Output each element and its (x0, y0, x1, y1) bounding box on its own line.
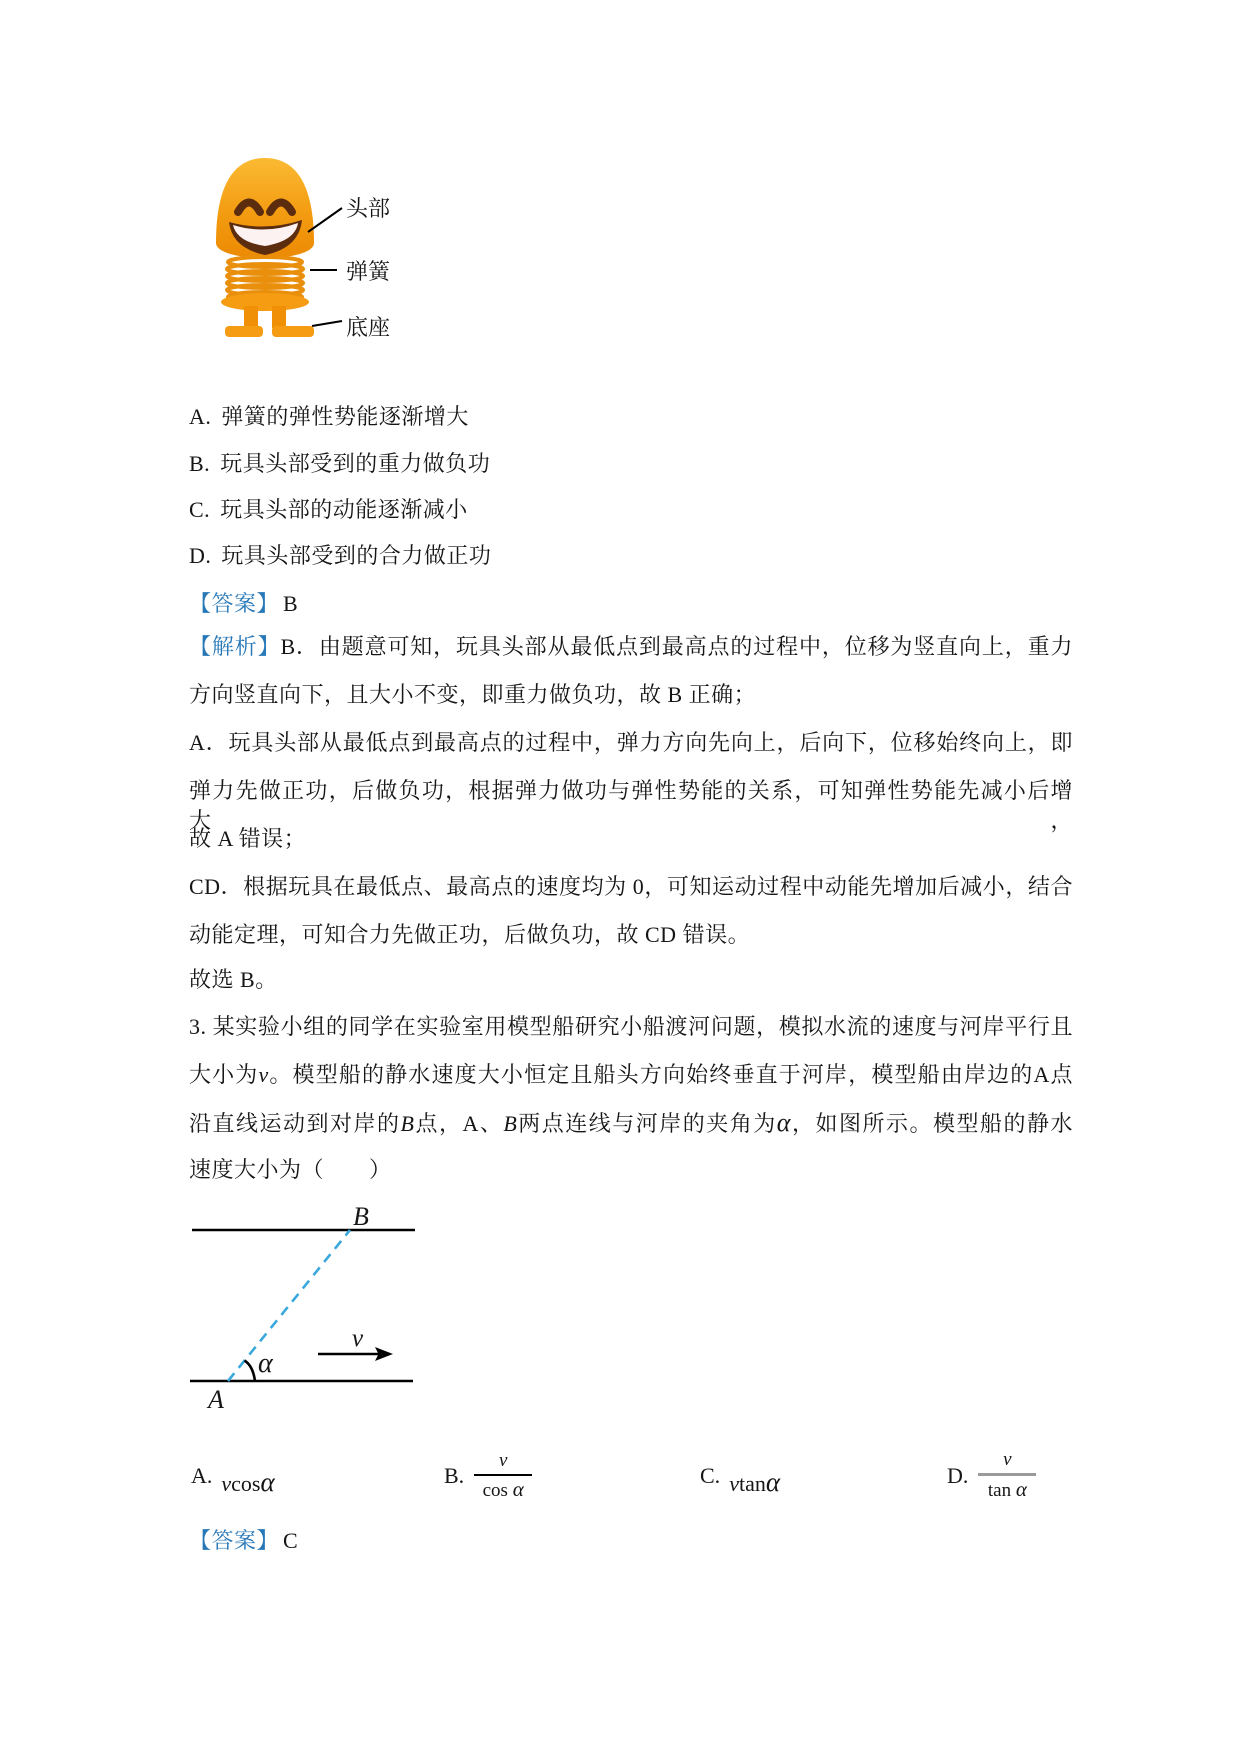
q2-option-a-text: 弹簧的弹性势能逐渐增大 (221, 404, 469, 429)
q3-answer-label: 【答案】 (189, 1528, 280, 1553)
q2-analysis-label: 【解析】 (189, 634, 281, 659)
diagram-label-v: v (352, 1325, 364, 1352)
q3-var-b: B (503, 1111, 518, 1136)
math-alpha: α (260, 1467, 275, 1497)
q2-analysis-line-1 (189, 632, 1073, 662)
math-fn: tan (987, 1480, 1012, 1501)
river-diagram (185, 1195, 505, 1423)
q3-stem-line-2 (189, 1060, 1073, 1090)
q3-option-b (444, 1445, 532, 1507)
q3-option-d-key: D. (947, 1463, 969, 1488)
math-v: v (221, 1471, 232, 1496)
q3-option-a (191, 1445, 275, 1507)
q2-option-d-key: D. (189, 543, 212, 568)
q3-stem-seg: 、 (478, 1111, 504, 1136)
q2-analysis-line-3: A．玩具头部从最低点到最高点的过程中，弹力方向先向上，后向下，位移始终向上，即 (189, 730, 1073, 755)
q3-option-b-key: B. (444, 1463, 465, 1488)
math-alpha: α (765, 1467, 781, 1497)
diagram-label-B: B (353, 1202, 369, 1231)
q3-option-d-fraction (978, 1450, 1036, 1502)
q3-stem-seg: 两点连线与河岸的夹角为 (517, 1111, 777, 1136)
q3-stem-line-4: 速度大小为（ ） (189, 1157, 392, 1182)
math-v: v (498, 1449, 508, 1471)
q3-var-a: A (1033, 1062, 1050, 1087)
boat-path-dashed-line (228, 1230, 350, 1381)
q3-stem-seg: 大小为 (189, 1062, 259, 1087)
q3-answer-line (189, 1526, 1073, 1556)
toy-label-head: 头部 (346, 196, 391, 221)
q3-option-a-key: A. (191, 1463, 213, 1488)
q2-option-d-text: 玩具头部受到的合力做正功 (221, 543, 492, 568)
q3-var-alpha: α (776, 1108, 791, 1137)
q3-var-a: A (462, 1111, 479, 1136)
q3-option-c-formula (729, 1469, 780, 1497)
q2-analysis-text-1: B．由题意可知，玩具头部从最低点到最高点的过程中，位移为竖直向上，重力 (280, 634, 1073, 659)
toy-foot-right (272, 326, 314, 337)
q3-options-row (189, 1445, 1089, 1507)
q3-option-c-key: C. (700, 1463, 721, 1488)
pointer-line-base (312, 321, 342, 326)
q2-option-a-key: A. (189, 404, 212, 429)
q2-option-c-key: C. (189, 497, 211, 522)
toy-leg-right (272, 306, 286, 328)
spring-toy-figure (185, 148, 420, 344)
math-fn: tan (738, 1471, 766, 1496)
q3-stem-seg: 点 (1049, 1062, 1073, 1087)
q2-option-b-text: 玩具头部受到的重力做负功 (220, 451, 491, 476)
toy-label-base: 底座 (346, 315, 391, 340)
q3-var-v: v (258, 1062, 269, 1087)
q2-option-a (189, 402, 1073, 432)
math-alpha: α (512, 1476, 524, 1501)
toy-leg-left (244, 306, 258, 328)
math-fn: cos (231, 1471, 261, 1496)
q3-stem-line-3 (189, 1108, 1073, 1139)
q3-option-b-fraction (474, 1451, 532, 1502)
angle-arc (245, 1361, 256, 1382)
fraction-denominator (988, 1479, 1027, 1502)
q2-option-d (189, 541, 1073, 571)
q3-stem-seg: ，如图所示。模型船的静水 (790, 1111, 1073, 1136)
q2-analysis-line-5: 故 A 错误； (189, 826, 307, 851)
toy-base-disc (221, 293, 309, 311)
q3-stem-seg: 点， (414, 1111, 463, 1136)
q2-analysis-line-8: 故选 B。 (189, 967, 278, 992)
q3-option-a-formula (221, 1469, 274, 1497)
math-fn: cos (482, 1479, 508, 1501)
q2-option-b-key: B. (189, 451, 211, 476)
q3-stem-line-1: 3. 某实验小组的同学在实验室用模型船研究小船渡河问题，模拟水流的速度与河岸平行且 (189, 1014, 1073, 1039)
q3-stem-seg: 沿直线运动到对岸的 (189, 1111, 401, 1136)
diagram-label-A: A (208, 1385, 224, 1414)
pointer-line-head (308, 208, 342, 232)
q2-option-c-text: 玩具头部的动能逐渐减小 (220, 497, 468, 522)
q3-option-c (700, 1445, 780, 1507)
q2-answer-label: 【答案】 (189, 591, 280, 616)
q2-option-c (189, 495, 1073, 525)
q2-answer-value: B (283, 591, 299, 616)
q2-option-b (189, 449, 1073, 479)
math-v: v (1003, 1449, 1012, 1471)
fraction-bar (474, 1474, 532, 1476)
q3-var-b: B (400, 1111, 415, 1136)
q3-stem-seg: 。模型船的静水速度大小恒定且船头方向始终垂直于河岸，模型船由岸边的 (268, 1062, 1034, 1087)
q3-option-d (947, 1445, 1036, 1507)
q2-analysis-line-7: 动能定理，可知合力先做正功，后做负功，故 CD 错误。 (189, 922, 751, 947)
fraction-denominator (482, 1476, 524, 1502)
toy-foot-left (225, 326, 263, 337)
q2-answer-line (189, 589, 1073, 619)
q2-analysis-line-2: 方向竖直向下，且大小不变，即重力做负功，故 B 正确； (189, 682, 757, 707)
fraction-bar (978, 1473, 1036, 1476)
q2-analysis-line-4: 弹力先做正功，后做负功，根据弹力做功与弹性势能的关系，可知弹性势能先减小后增大， (189, 778, 1073, 833)
q2-analysis-line-6: CD．根据玩具在最低点、最高点的速度均为 0，可知运动过程中动能先增加后减小，结合 (189, 874, 1073, 899)
math-v: v (729, 1471, 739, 1496)
math-alpha: α (1015, 1477, 1027, 1501)
diagram-label-alpha: α (258, 1348, 273, 1379)
toy-label-spring: 弹簧 (346, 259, 391, 284)
q3-answer-value: C (283, 1528, 299, 1553)
